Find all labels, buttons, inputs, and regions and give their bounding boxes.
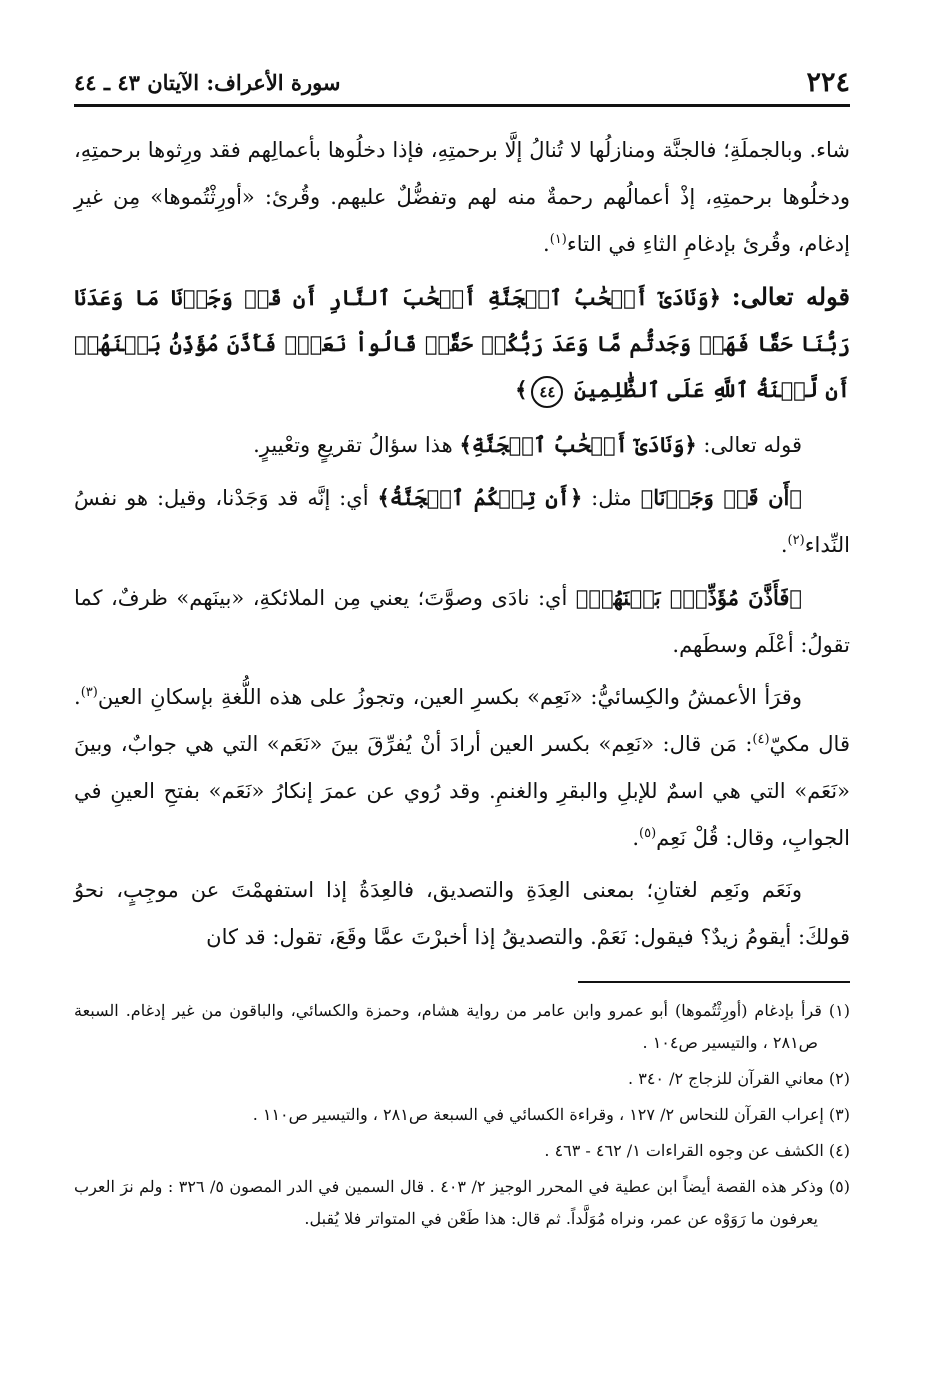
footnotes-section [74, 995, 850, 1235]
paragraph-3-mid: مثل: [591, 486, 632, 510]
paragraph-1-end: . [543, 232, 550, 256]
paragraph-5-part-3: : مَن قال: «نَعِم» بكسر العين أرادَ أنْ يُفرِّقَ بينَ «نَعَم» التي هي جوابٌ، وبينَ «نَعَم» التي هي اسمٌ للإبلِ والبقرِ والغنمِ. وقد رُوي عن عمرَ إنكارُ «نَعَم» بفتحِ العينِ في الجوابِ، وقال: قُلْ نَعِم [74, 732, 850, 850]
footnote-2: (٢) معاني القرآن للزجاج ٢/ ٣٤٠ . [628, 1069, 850, 1088]
verse-close-bracket: ﴾ [515, 377, 528, 402]
footnote-1: (١) قرأ بإدغام (أورِثْتُموها) أبو عمرو وابن عامر من رواية هشام، وحمزة والكسائي، والباقون من غير إدغام. السبعة ص٢٨١ ، والتيسير ص١٠٤ . [74, 1001, 850, 1052]
paragraph-2-text: هذا سؤالُ تقريعٍ وتعْييرٍ. [253, 433, 453, 457]
footnote-ref-1: (١) [549, 232, 567, 247]
paragraph-4-text: أي: نادَى وصوَّتَ؛ يعني مِن الملائكةِ، «بينَهم» ظرفٌ، كما تقولُ: أعْلَم وسطَهم. [74, 586, 850, 657]
running-title: سورة الأعراف: الآيتان ٤٣ ـ ٤٤ [74, 70, 341, 95]
paragraph-3 [74, 474, 850, 569]
paragraph-2-intro: قوله تعالى: [703, 433, 802, 457]
paragraph-6-text: ونَعَم ونَعِم لغتانِ؛ بمعنى العِدَةِ والتصديق، فالعِدَةُ إذا استفهمْتَ عن موجِبٍ، نحوُ قولكَ: أيقومُ زيدٌ؟ فيقول: نَعَمْ. والتصديقُ إذا أخبرْتَ عمَّا وقَعَ، تقول: قد كان [74, 878, 850, 949]
footnote-3: (٣) إعراب القرآن للنحاس ٢/ ١٢٧ ، وقراءة الكسائي في السبعة ص٢٨١ ، والتيسير ص١١٠ . [252, 1105, 850, 1124]
verse-text: ﴿وَنَادَىٰٓ أَصۡحَٰبُ ٱلۡجَنَّةِ أَصۡحَٰبَ ٱلنَّارِ أَن قَدۡ وَجَدۡنَا مَا وَعَدَنَا رَبُّنَا حَقّٗا فَهَلۡ وَجَدتُّم مَّا وَعَدَ رَبُّكُمۡ حَقّٗاۖ قَالُواْ نَعَمۡۚ فَأَذَّنَ مُؤَذِّنُۢ بَيۡنَهُمۡ أَن لَّعۡنَةُ ٱللَّهِ عَلَى ٱلظَّٰلِمِينَ [74, 285, 850, 402]
paragraph-5-part-2: . قال مكيّ [74, 685, 850, 756]
paragraph-3-quote-1: ﴿أَن قَدۡ وَجَدۡنَا﴾ [640, 485, 802, 510]
quran-verse-block [74, 274, 850, 413]
paragraph-5 [74, 674, 850, 862]
footnote-5: (٥) وذكر هذه القصة أيضاً ابن عطية في المحرر الوجيز ٢/ ٤٠٣ . قال السمين في الدر المصون ٥/ ٣٢٦ : ولم نرَ العرب يعرفون ما رَوَوْه عن عمر، ونراه مُوَلَّداً. ثم قال: هذا طَعْن في المتواتر فلا يُقبل. [74, 1177, 850, 1228]
paragraph-6 [74, 867, 850, 961]
paragraph-4-quote: ﴿فَأَذَّنَ مُؤَذِّنُۢ بَيۡنَهُمۡ﴾ [575, 585, 802, 610]
paragraph-1 [74, 127, 850, 268]
footnote-ref-2: (٢) [787, 533, 805, 548]
page-header [74, 64, 850, 98]
paragraph-5-end: . [632, 826, 639, 850]
footnote-ref-4: (٤) [752, 732, 770, 747]
page-number: ٢٢٤ [806, 67, 850, 98]
paragraph-1-text: شاء. وبالجملَةِ؛ فالجنَّة ومنازلُها لا تُنالُ إلَّا برحمتِهِ، فإذا دخلُوها بأعمالِهم فقد ورِثوها برحمتِهِ، ودخلُوها برحمتِهِ، إذْ أعمالُهم رحمةٌ منه لهم وتفضُّلٌ عليهم. وقُرئ: «أورِثْتُموها» مِن غيرِ إدغام، وقُرئ بإدغامِ الثاءِ في التاء [74, 138, 850, 256]
footnote-ref-3: (٣) [80, 685, 98, 700]
ayah-number-marker: ٤٤ [531, 376, 563, 408]
paragraph-2-quote: ﴿وَنَادَىٰٓ أَصۡحَٰبُ ٱلۡجَنَّةِ﴾ [459, 432, 697, 457]
paragraph-5-part-1: وقرَأ الأعمشُ والكِسائيُّ: «نَعِم» بكسرِ العين، وتجوزُ على هذه اللُّغةِ بإسكانِ العين [97, 685, 802, 709]
paragraph-3-quote-2: ﴿أَن تِلۡكُمُ ٱلۡجَنَّةُ﴾ [377, 485, 583, 510]
book-page [74, 64, 850, 1314]
paragraph-3-text: أي: إنَّه قد وَجَدْنا، وقيل: هو نفسُ النِّداء [74, 486, 850, 557]
paragraph-3-end: . [780, 533, 788, 557]
header-divider [74, 104, 850, 107]
footnote-divider [578, 981, 850, 983]
paragraph-4 [74, 574, 850, 669]
footnote-4: (٤) الكشف عن وجوه القراءات ١/ ٤٦٢ - ٤٦٣ . [544, 1141, 850, 1160]
verse-intro: قوله تعالى: [731, 282, 850, 311]
footnote-ref-5: (٥) [639, 826, 657, 841]
paragraph-2 [74, 421, 850, 469]
